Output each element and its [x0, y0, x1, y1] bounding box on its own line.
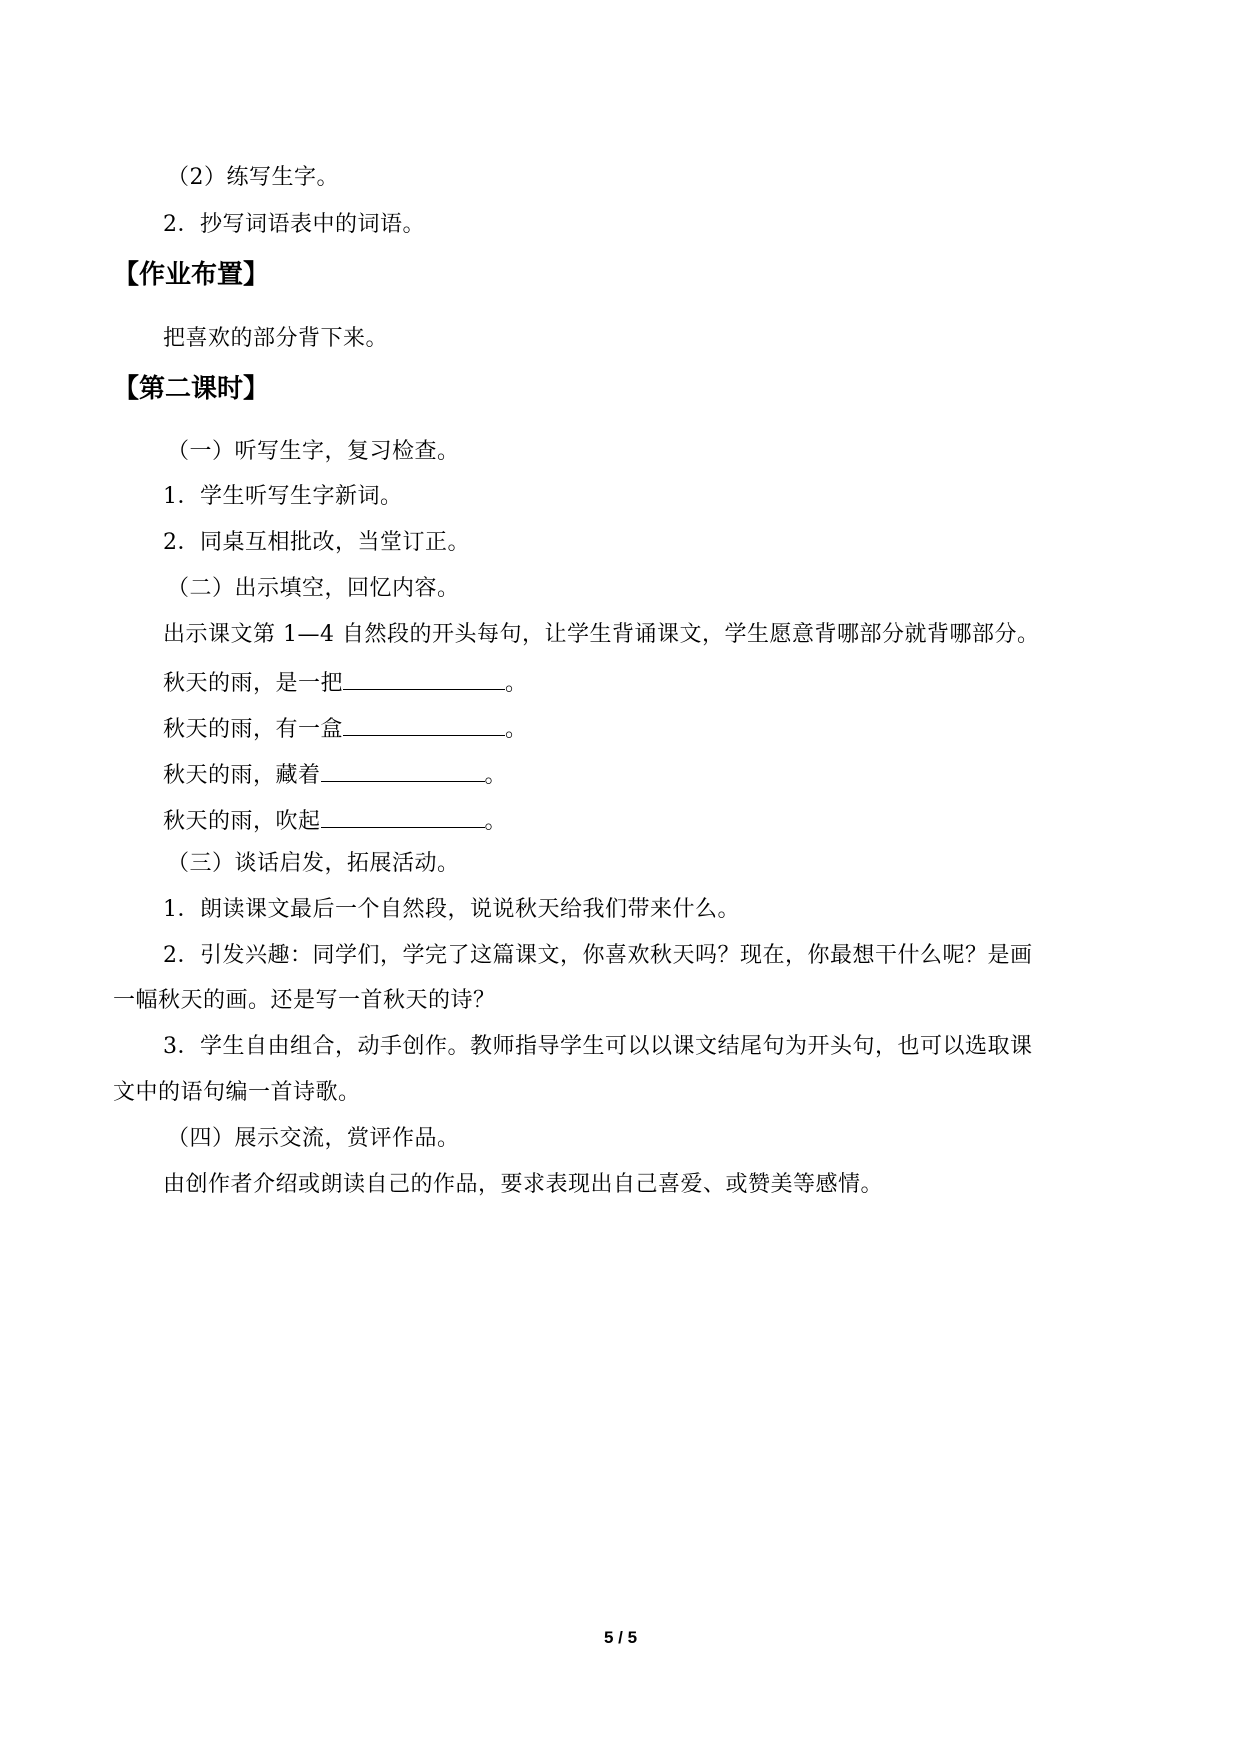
- step-two-title: （二）出示填空，回忆内容。: [167, 576, 460, 601]
- homework-heading: 【作业布置】: [113, 260, 270, 290]
- step-four-title: （四）展示交流，赏评作品。: [167, 1126, 460, 1151]
- step-three-item-2-line-1: 2．引发兴趣：同学们，学完了这篇课文，你喜欢秋天吗？现在，你最想干什么呢？是画: [163, 943, 1033, 968]
- homework-text: 把喜欢的部分背下来。: [163, 326, 389, 351]
- step-three-title: （三）谈话启发，拓展活动。: [167, 851, 460, 876]
- copy-words-line: 2．抄写词语表中的词语。: [163, 212, 425, 237]
- fill-blank-2-prompt: 秋天的雨，有一盒: [163, 717, 344, 742]
- fill-blank-4-end: 。: [484, 809, 508, 834]
- fill-blank-3-underline: [321, 757, 485, 782]
- fill-blank-2: [163, 711, 528, 745]
- fill-blank-4-underline: [321, 803, 485, 828]
- fill-blank-3: [163, 757, 507, 791]
- fill-blank-3-end: 。: [484, 763, 508, 788]
- fill-blank-4-prompt: 秋天的雨，吹起: [163, 809, 321, 834]
- step-one-item-2: 2．同桌互相批改，当堂订正。: [163, 530, 470, 555]
- step-two-instruction: 出示课文第 1—4 自然段的开头每句，让学生背诵课文，学生愿意背哪部分就背哪部分。: [163, 622, 1040, 647]
- step-three-item-3-line-2: 文中的语句编一首诗歌。: [113, 1080, 361, 1105]
- fill-blank-4: [163, 803, 507, 837]
- step-one-title: （一）听写生字，复习检查。: [167, 439, 460, 464]
- fill-blank-3-prompt: 秋天的雨，藏着: [163, 763, 321, 788]
- fill-blank-2-end: 。: [505, 717, 528, 742]
- fill-blank-1-prompt: 秋天的雨，是一把: [163, 671, 344, 696]
- fill-blank-2-underline: [343, 711, 505, 736]
- fill-blank-1-end: 。: [505, 671, 528, 696]
- step-three-item-1: 1．朗读课文最后一个自然段，说说秋天给我们带来什么。: [163, 897, 740, 922]
- practice-characters-line: （2）练写生字。: [167, 165, 339, 190]
- fill-blank-1-underline: [343, 665, 505, 690]
- step-one-item-1: 1．学生听写生字新词。: [163, 484, 403, 509]
- step-three-item-3-line-1: 3．学生自由组合，动手创作。教师指导学生可以以课文结尾句为开头句，也可以选取课: [163, 1034, 1033, 1059]
- second-lesson-heading: 【第二课时】: [113, 374, 270, 404]
- fill-blank-1: [163, 665, 528, 699]
- page-number: 5 / 5: [603, 1628, 638, 1647]
- step-four-text: 由创作者介绍或朗读自己的作品，要求表现出自己喜爱、或赞美等感情。: [163, 1172, 884, 1197]
- step-three-item-2-line-2: 一幅秋天的画。还是写一首秋天的诗？: [113, 988, 496, 1013]
